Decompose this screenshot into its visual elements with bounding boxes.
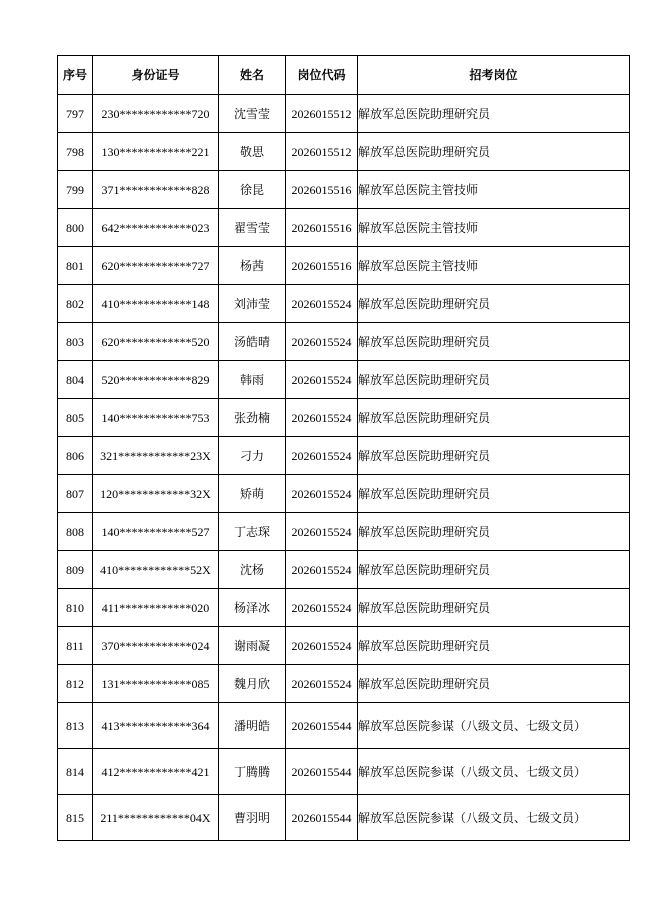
applicant-table (57, 55, 630, 841)
cell-id-number: 412************421 (93, 749, 219, 795)
cell-id-number: 230************720 (93, 95, 219, 133)
cell-serial-number: 804 (58, 361, 93, 399)
cell-name: 谢雨凝 (219, 627, 286, 665)
header-serial-number: 序号 (58, 56, 93, 95)
cell-recruitment-position: 解放军总医院助理研究员 (358, 285, 630, 323)
cell-serial-number: 802 (58, 285, 93, 323)
cell-name: 翟雪莹 (219, 209, 286, 247)
cell-serial-number: 797 (58, 95, 93, 133)
cell-id-number: 131************085 (93, 665, 219, 703)
table-row (58, 361, 630, 399)
table-row (58, 795, 630, 841)
header-name: 姓名 (219, 56, 286, 95)
table-row (58, 551, 630, 589)
cell-id-number: 120************32X (93, 475, 219, 513)
table-row (58, 665, 630, 703)
cell-name: 韩雨 (219, 361, 286, 399)
cell-position-code: 2026015544 (286, 703, 358, 749)
cell-recruitment-position: 解放军总医院助理研究员 (358, 627, 630, 665)
cell-position-code: 2026015544 (286, 749, 358, 795)
cell-position-code: 2026015516 (286, 209, 358, 247)
cell-serial-number: 809 (58, 551, 93, 589)
cell-id-number: 410************148 (93, 285, 219, 323)
cell-id-number: 371************828 (93, 171, 219, 209)
cell-name: 汤皓晴 (219, 323, 286, 361)
cell-id-number: 321************23X (93, 437, 219, 475)
cell-position-code: 2026015524 (286, 589, 358, 627)
cell-name: 沈雪莹 (219, 95, 286, 133)
cell-recruitment-position: 解放军总医院助理研究员 (358, 513, 630, 551)
cell-position-code: 2026015524 (286, 513, 358, 551)
cell-id-number: 413************364 (93, 703, 219, 749)
cell-position-code: 2026015544 (286, 795, 358, 841)
cell-position-code: 2026015524 (286, 399, 358, 437)
header-position-code: 岗位代码 (286, 56, 358, 95)
cell-name: 潘明皓 (219, 703, 286, 749)
cell-id-number: 520************829 (93, 361, 219, 399)
cell-id-number: 620************727 (93, 247, 219, 285)
cell-id-number: 140************527 (93, 513, 219, 551)
cell-recruitment-position: 解放军总医院助理研究员 (358, 399, 630, 437)
cell-name: 刁力 (219, 437, 286, 475)
cell-position-code: 2026015524 (286, 437, 358, 475)
cell-name: 杨泽冰 (219, 589, 286, 627)
cell-id-number: 211************04X (93, 795, 219, 841)
cell-serial-number: 803 (58, 323, 93, 361)
cell-name: 沈杨 (219, 551, 286, 589)
cell-name: 张劲楠 (219, 399, 286, 437)
cell-recruitment-position: 解放军总医院助理研究员 (358, 95, 630, 133)
cell-serial-number: 805 (58, 399, 93, 437)
cell-name: 魏月欣 (219, 665, 286, 703)
cell-position-code: 2026015524 (286, 627, 358, 665)
table-body (58, 95, 630, 841)
cell-position-code: 2026015512 (286, 133, 358, 171)
cell-recruitment-position: 解放军总医院主管技师 (358, 209, 630, 247)
header-id-number: 身份证号 (93, 56, 219, 95)
cell-recruitment-position: 解放军总医院参谋（八级文员、七级文员） (358, 749, 630, 795)
cell-recruitment-position: 解放军总医院助理研究员 (358, 551, 630, 589)
cell-serial-number: 806 (58, 437, 93, 475)
cell-serial-number: 810 (58, 589, 93, 627)
table-row (58, 627, 630, 665)
cell-name: 敬思 (219, 133, 286, 171)
cell-recruitment-position: 解放军总医院助理研究员 (358, 589, 630, 627)
cell-serial-number: 798 (58, 133, 93, 171)
cell-serial-number: 812 (58, 665, 93, 703)
cell-id-number: 642************023 (93, 209, 219, 247)
cell-name: 杨茜 (219, 247, 286, 285)
header-recruitment-position: 招考岗位 (358, 56, 630, 95)
cell-id-number: 370************024 (93, 627, 219, 665)
table-row (58, 133, 630, 171)
cell-name: 矫萌 (219, 475, 286, 513)
cell-position-code: 2026015516 (286, 171, 358, 209)
cell-position-code: 2026015524 (286, 551, 358, 589)
cell-id-number: 140************753 (93, 399, 219, 437)
table-row (58, 589, 630, 627)
table-row (58, 95, 630, 133)
table-header-row (58, 56, 630, 95)
cell-name: 丁志琛 (219, 513, 286, 551)
cell-name: 丁腾腾 (219, 749, 286, 795)
cell-position-code: 2026015524 (286, 665, 358, 703)
cell-serial-number: 815 (58, 795, 93, 841)
table-row (58, 703, 630, 749)
cell-serial-number: 801 (58, 247, 93, 285)
cell-position-code: 2026015512 (286, 95, 358, 133)
cell-name: 刘沛莹 (219, 285, 286, 323)
cell-position-code: 2026015524 (286, 285, 358, 323)
cell-id-number: 411************020 (93, 589, 219, 627)
cell-name: 徐昆 (219, 171, 286, 209)
cell-serial-number: 811 (58, 627, 93, 665)
cell-recruitment-position: 解放军总医院助理研究员 (358, 323, 630, 361)
cell-recruitment-position: 解放军总医院主管技师 (358, 171, 630, 209)
cell-position-code: 2026015524 (286, 361, 358, 399)
cell-recruitment-position: 解放军总医院主管技师 (358, 247, 630, 285)
cell-position-code: 2026015524 (286, 475, 358, 513)
table-row (58, 285, 630, 323)
cell-recruitment-position: 解放军总医院助理研究员 (358, 665, 630, 703)
table-row (58, 513, 630, 551)
cell-serial-number: 813 (58, 703, 93, 749)
table-row (58, 323, 630, 361)
cell-serial-number: 800 (58, 209, 93, 247)
table-row (58, 399, 630, 437)
cell-serial-number: 808 (58, 513, 93, 551)
cell-recruitment-position: 解放军总医院助理研究员 (358, 475, 630, 513)
cell-recruitment-position: 解放军总医院助理研究员 (358, 437, 630, 475)
cell-recruitment-position: 解放军总医院助理研究员 (358, 361, 630, 399)
cell-position-code: 2026015524 (286, 323, 358, 361)
cell-serial-number: 799 (58, 171, 93, 209)
table-row (58, 209, 630, 247)
table-row (58, 475, 630, 513)
cell-name: 曹羽明 (219, 795, 286, 841)
table-row (58, 171, 630, 209)
cell-serial-number: 807 (58, 475, 93, 513)
table-row (58, 247, 630, 285)
cell-id-number: 410************52X (93, 551, 219, 589)
cell-id-number: 620************520 (93, 323, 219, 361)
cell-recruitment-position: 解放军总医院参谋（八级文员、七级文员） (358, 795, 630, 841)
cell-recruitment-position: 解放军总医院参谋（八级文员、七级文员） (358, 703, 630, 749)
cell-position-code: 2026015516 (286, 247, 358, 285)
cell-serial-number: 814 (58, 749, 93, 795)
table-row (58, 749, 630, 795)
cell-recruitment-position: 解放军总医院助理研究员 (358, 133, 630, 171)
table-row (58, 437, 630, 475)
cell-id-number: 130************221 (93, 133, 219, 171)
